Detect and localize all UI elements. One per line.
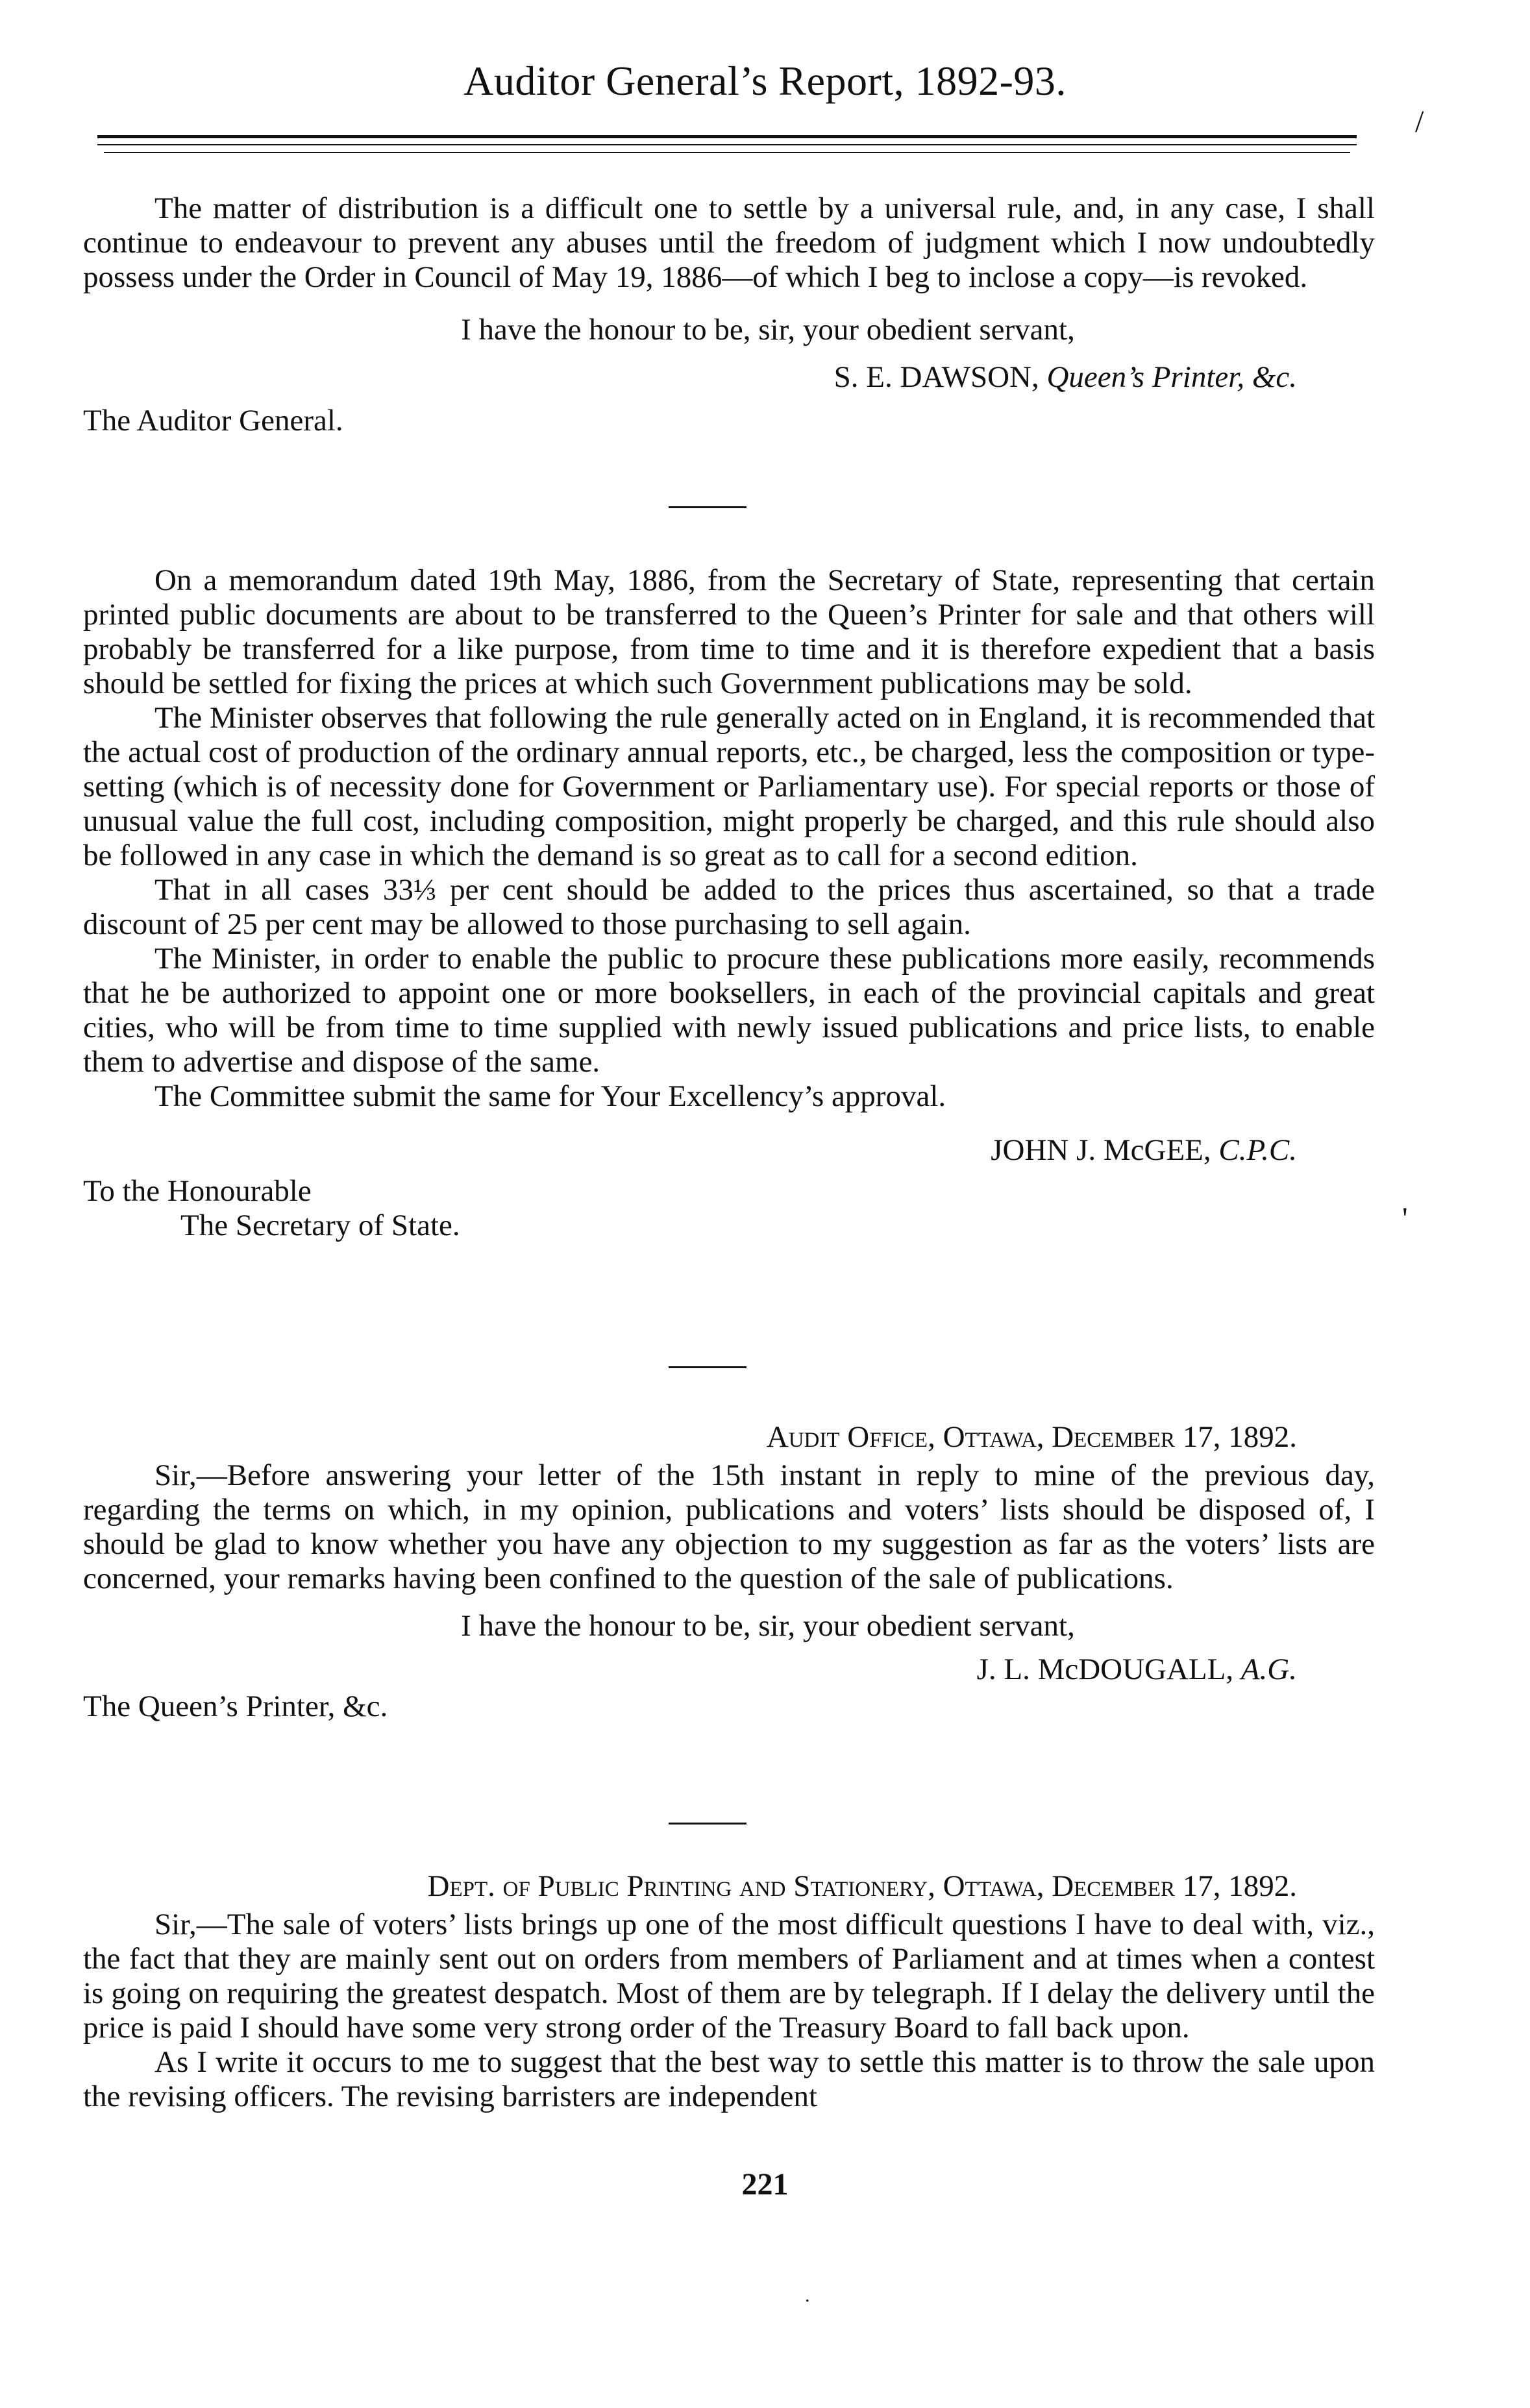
header-rule <box>97 135 1357 138</box>
page-number: 221 <box>741 2167 789 2202</box>
closing-line: I have the honour to be, sir, your obedient servant, <box>461 313 1075 347</box>
addressee: The Queen’s Printer, &c. <box>83 1689 388 1723</box>
addressee: The Secretary of State. <box>180 1209 460 1242</box>
dateline: Audit Office, Ottawa, December 17, 1892. <box>766 1420 1297 1454</box>
signature-title: A.G. <box>1240 1652 1297 1686</box>
addressee: To the Honourable <box>83 1174 312 1208</box>
signature <box>83 1652 1375 1687</box>
body-paragraph: The Committee submit the same for Your Excellency’s approval. <box>154 1079 946 1113</box>
page-header: Auditor General’s Report, 1892-93. <box>463 58 1067 104</box>
signature <box>83 1133 1375 1168</box>
letter-dawson <box>83 191 1375 438</box>
body-paragraph: As I write it occurs to me to suggest that the best way to settle this matter is to throw the sale upon the revising officers. The revising barristers are independent <box>83 2045 1375 2113</box>
memorandum <box>83 563 1375 1243</box>
section-separator <box>669 1823 746 1824</box>
addressee: The Auditor General. <box>83 404 343 437</box>
body-paragraph: The Minister observes that following the rule generally acted on in England, it is recommended that the actual cost of production of the ordinary annual reports, etc., be charged, less the composition or type-setting (which is of necessity done for Government or Parliamentary use). For special reports or those of unusual value the full cost, including composition, might properly be charged, and this rule should also be followed in any case in which the demand is so great as to call for a second edition. <box>83 701 1375 872</box>
stray-mark: / <box>1415 104 1424 139</box>
letter-printing-dept <box>83 1869 1375 2114</box>
section-separator <box>669 1366 746 1368</box>
letter-mcdougall <box>83 1420 1375 1724</box>
header-rule-thin-2 <box>104 152 1350 153</box>
body-paragraph: That in all cases 33⅓ per cent should be added to the prices thus ascertained, so that a trade discount of 25 per cent may be allowed to those purchasing to sell again. <box>83 873 1375 941</box>
body-paragraph: The matter of distribution is a difficult one to settle by a universal rule, and, in any case, I shall continue to endeavour to prevent any abuses until the freedom of judgment which I now undoubtedly possess under the Order in Council of May 19, 1886—of which I beg to inclose a copy—is revoked. <box>83 191 1375 294</box>
signature-title: C.P.C. <box>1218 1133 1297 1167</box>
signature-title: Queen’s Printer, &c. <box>1046 360 1297 394</box>
stray-mark: . <box>805 2285 810 2306</box>
body-paragraph: The Minister, in order to enable the public to procure these publications more easily, recommends that he be authorized to appoint one or more booksellers, in each of the provincial capitals and great cities, who will be from time to time supplied with newly issued publications and price lists, to enable them to advertise and dispose of the same. <box>83 942 1375 1079</box>
body-paragraph: Sir,—Before answering your letter of the 15th instant in reply to mine of the previous day, regarding the terms on which, in my opinion, publications and voters’ lists should be disposed of, I should be glad to know whether you have any objection to my suggestion as far as the voters’ lists are concerned, your remarks having been confined to the question of the sale of publications. <box>83 1458 1375 1595</box>
header-rule-thin <box>97 144 1357 145</box>
signature <box>83 360 1375 395</box>
section-separator <box>669 506 746 508</box>
signature-name: JOHN J. McGEE, <box>991 1133 1211 1167</box>
closing-line: I have the honour to be, sir, your obedient servant, <box>461 1609 1075 1643</box>
stray-mark: ' <box>1402 1201 1408 1236</box>
body-paragraph: Sir,—The sale of voters’ lists brings up one of the most difficult questions I have to deal with, viz., the fact that they are mainly sent out on orders from members of Parliament and at times when a contest is going on requiring the greatest despatch. Most of them are by telegraph. If I delay the delivery until the price is paid I should have some very strong order of the Treasury Board to fall back upon. <box>83 1908 1375 2045</box>
signature-name: J. L. McDOUGALL, <box>976 1652 1234 1686</box>
dateline: Dept. of Public Printing and Stationery, Ottawa, December 17, 1892. <box>427 1869 1297 1903</box>
body-paragraph: On a memorandum dated 19th May, 1886, from the Secretary of State, representing that certain printed public documents are about to be transferred to the Queen’s Printer for sale and that others will probably be transferred for a like purpose, from time to time and it is therefore expedient that a basis should be settled for fixing the prices at which such Government publications may be sold. <box>83 563 1375 700</box>
signature-name: S. E. DAWSON, <box>833 360 1039 394</box>
